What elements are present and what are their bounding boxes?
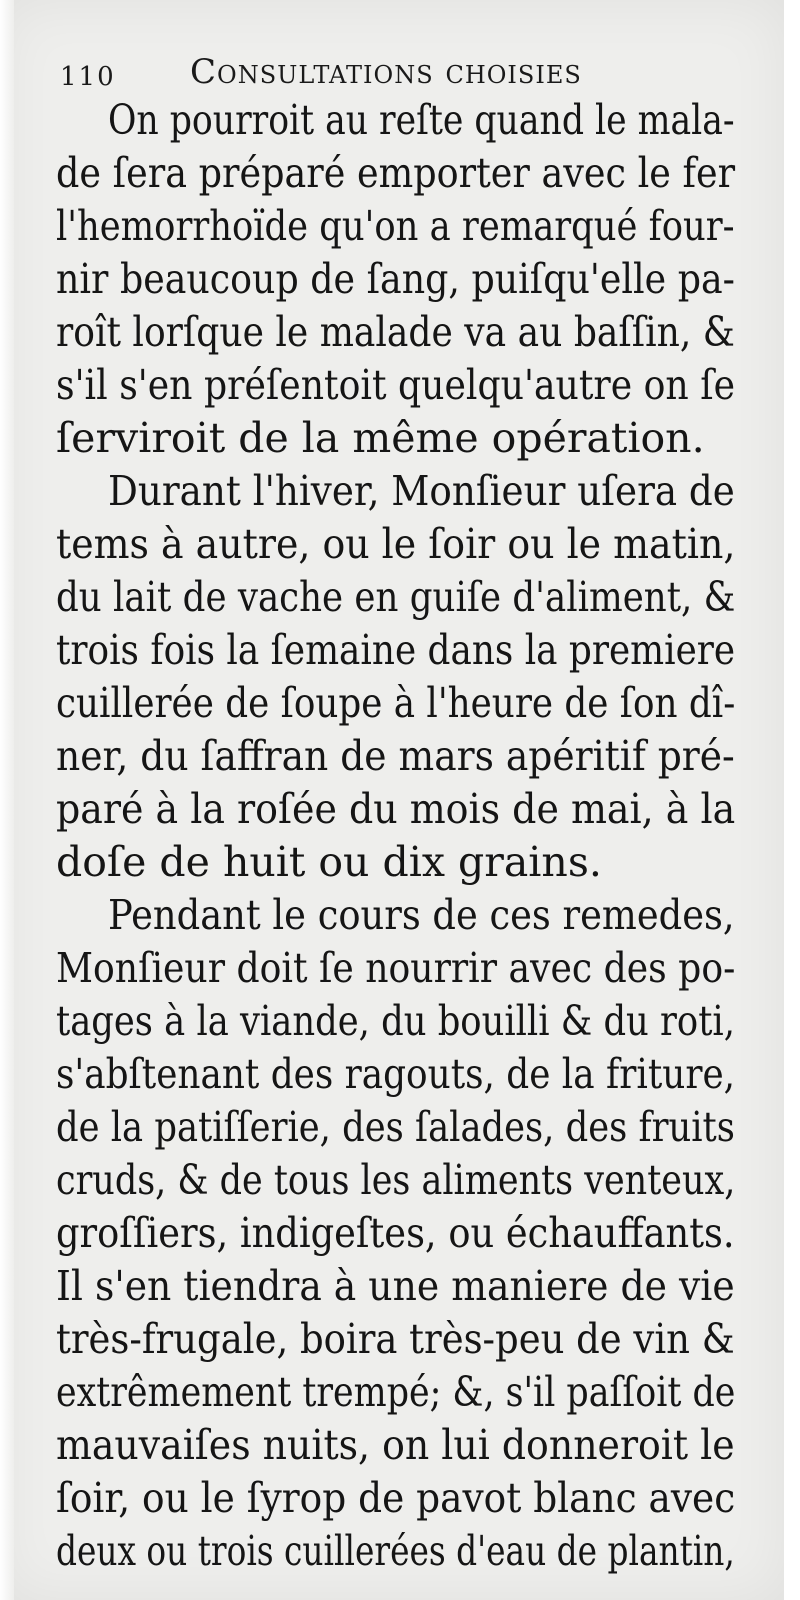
text-line: groſſiers, indigeſtes, ou échauffants.: [56, 1209, 735, 1257]
text-line: de ſera préparé emporter avec le fer: [56, 149, 736, 197]
text-line: paré à la roſée du mois de mai, à la: [56, 785, 736, 833]
text-line: s'abſtenant des ragouts, de la friture,: [56, 1050, 736, 1098]
text-line: cuillerée de ſoupe à l'heure de ſon dî-: [56, 679, 736, 727]
text-line: trois fois la ſemaine dans la premiere: [56, 626, 736, 674]
text-line: ner, du ſaffran de mars apéritif pré-: [56, 732, 735, 780]
text-line: Il s'en tiendra à une maniere de vie: [56, 1262, 735, 1310]
text-line: nir beaucoup de ſang, puiſqu'elle pa-: [56, 255, 735, 303]
page-number: 110: [60, 62, 116, 92]
text-line: l'hemorrhoïde qu'on a remarqué four-: [56, 202, 735, 250]
text-line: de la patiſſerie, des ſalades, des fruits: [56, 1103, 735, 1151]
text-line: mauvaiſes nuits, on lui donneroit le: [56, 1421, 735, 1469]
text-line: deux ou trois cuillerées d'eau de plantin,: [56, 1527, 735, 1575]
text-line: tages à la viande, du bouilli & du roti,: [56, 997, 735, 1045]
text-line: extrêmement trempé; &, s'il paſſoit de: [56, 1368, 736, 1416]
text-line: tems à autre, ou le ſoir ou le matin,: [56, 520, 736, 568]
text-line: cruds, & de tous les aliments venteux,: [56, 1156, 736, 1204]
text-line: ſerviroit de la même opération.: [56, 414, 705, 462]
text-line: On pourroit au reſte quand le mala-: [108, 96, 735, 144]
text-line: Monſieur doit ſe nourrir avec des po-: [56, 944, 736, 992]
text-line: du lait de vache en guiſe d'aliment, &: [56, 573, 736, 621]
text-line: s'il s'en préſentoit quelqu'autre on ſe: [56, 361, 736, 409]
text-line: Pendant le cours de ces remedes,: [108, 891, 735, 939]
text-line: doſe de huit ou dix grains.: [56, 838, 602, 886]
text-line: ſoir, ou le ſyrop de pavot blanc avec: [56, 1474, 736, 1522]
page-edge: [0, 0, 14, 1600]
running-title: Consultations choisies: [190, 52, 582, 92]
text-line: roît lorſque le malade va au baſſin, &: [56, 308, 735, 356]
text-line: très-frugale, boira très-peu de vin &: [56, 1315, 735, 1363]
text-line: Durant l'hiver, Monſieur uſera de: [108, 467, 735, 515]
